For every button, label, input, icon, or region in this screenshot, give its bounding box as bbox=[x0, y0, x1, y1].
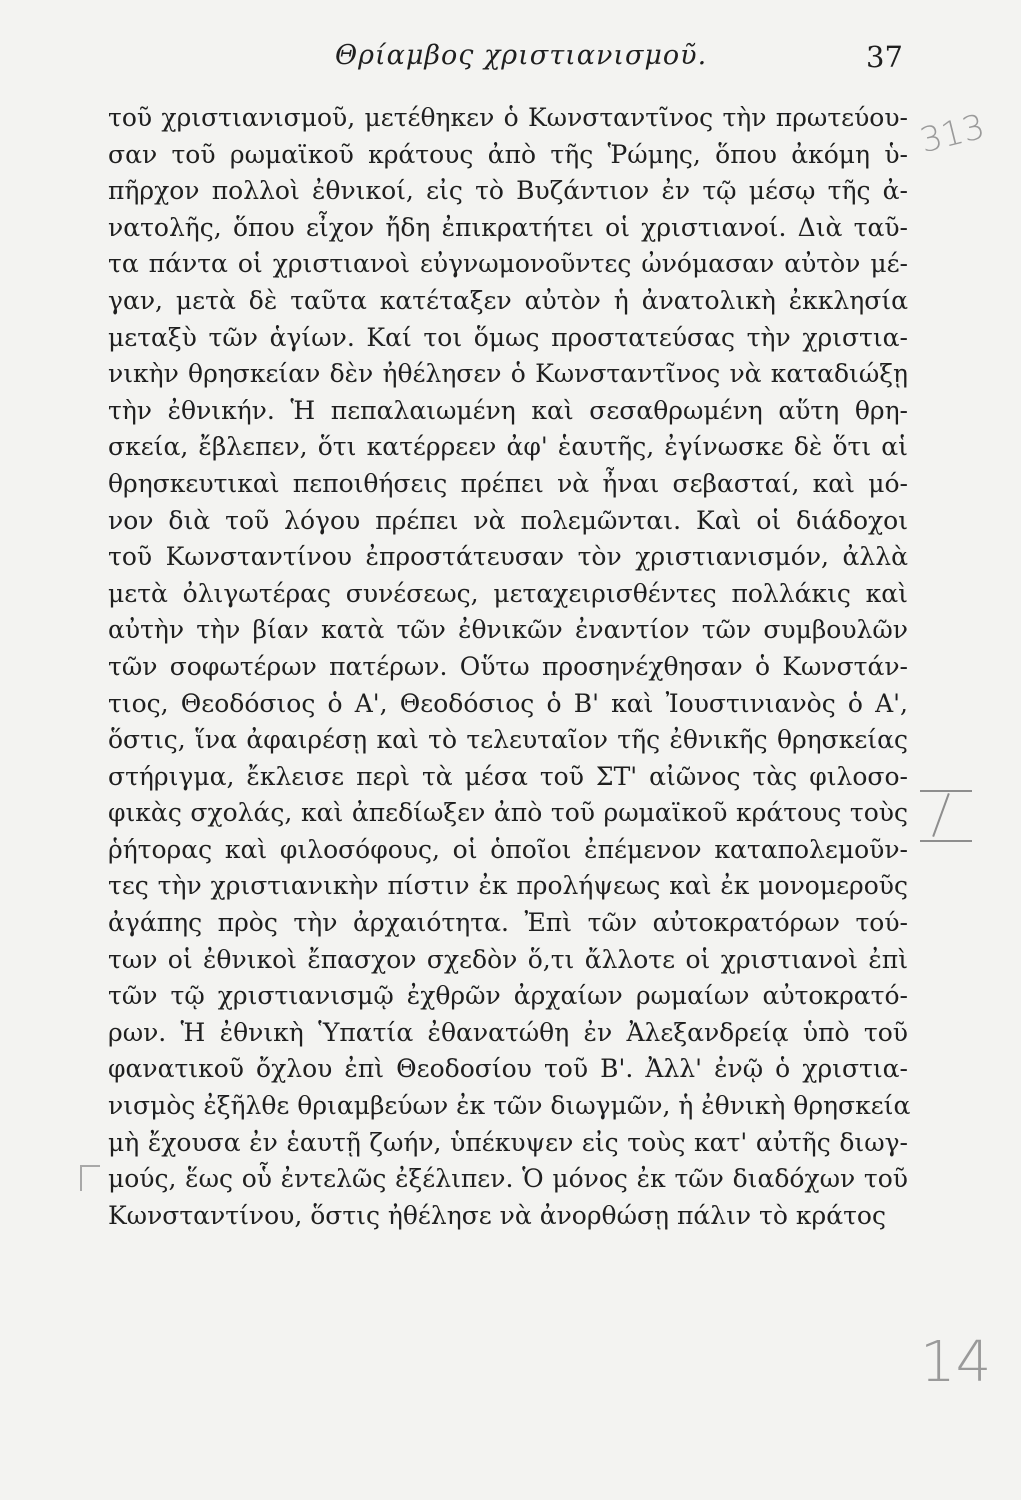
text-line: τῶν τῷ χριστιανισμῷ ἐχθρῶν ἀρχαίων ρωμαίων αὐτοκρατό- bbox=[108, 981, 908, 1011]
text-line: μούς, ἕως οὗ ἐντελῶς ἐξέλιπεν. Ὁ μόνος ἐκ τῶν διαδόχων τοῦ bbox=[108, 1164, 908, 1194]
text-line: τιος, Θεοδόσιος ὁ Α', Θεοδόσιος ὁ Β' καὶ Ἰουστινιανὸς ὁ Α', bbox=[108, 688, 908, 718]
text-line: τὴν ἐθνικήν. Ἡ πεπαλαιωμένη καὶ σεσαθρωμένη αὕτη θρη- bbox=[108, 395, 908, 425]
text-line: σκεία, ἔβλεπεν, ὅτι κατέρρεεν ἀφ' ἑαυτῆς, ἐγίνωσκε δὲ ὅτι αἱ bbox=[108, 432, 908, 462]
text-line: ῥήτορας καὶ φιλοσόφους, οἱ ὁποῖοι ἐπέμενον καταπολεμοῦν- bbox=[108, 834, 908, 864]
page-number: 37 bbox=[866, 40, 903, 74]
text-line: τες τὴν χριστιανικὴν πίστιν ἐκ προλήψεως καὶ ἐκ μονομεροῦς bbox=[108, 871, 908, 901]
text-line: νατολῆς, ὅπου εἶχον ἤδη ἐπικρατήτει οἱ χριστιανοί. Διὰ ταῦ- bbox=[108, 212, 908, 242]
text-line: νισμὸς ἐξῆλθε θριαμβεύων ἐκ τῶν διωγμῶν, ἡ ἐθνικὴ θρησκεία bbox=[108, 1091, 911, 1121]
text-line: μεταξὺ τῶν ἁγίων. Καί τοι ὅμως προστατεύσας τὴν χριστια- bbox=[108, 322, 908, 352]
text-line: τοῦ Κωνσταντίνου ἐπροστάτευσαν τὸν χριστιανισμόν, ἀλλὰ bbox=[108, 542, 908, 572]
text-line: μετὰ ὀλιγωτέρας συνέσεως, μεταχειρισθέντες πολλάκις καὶ bbox=[108, 578, 908, 608]
text-line: ρων. Ἡ ἐθνικὴ Ὑπατία ἐθανατώθη ἐν Ἀλεξανδρείᾳ ὑπὸ τοῦ bbox=[108, 1017, 908, 1047]
text-line: πῆρχον πολλοὶ ἐθνικοί, εἰς τὸ Βυζάντιον ἐν τῷ μέσῳ τῆς ἀ- bbox=[108, 176, 908, 206]
text-line: στήριγμα, ἔκλεισε περὶ τὰ μέσα τοῦ ΣΤ' αἰῶνος τὰς φιλοσο- bbox=[108, 761, 908, 791]
text-line: νικὴν θρησκείαν δὲν ἠθέλησεν ὁ Κωνσταντῖνος νὰ καταδιώξῃ bbox=[108, 359, 908, 389]
text-line: τα πάντα οἱ χριστιανοὶ εὐγνωμονοῦντες ὠνόμασαν αὐτὸν μέ- bbox=[108, 249, 908, 279]
handwritten-margin-note-bottom: 14 bbox=[920, 1330, 992, 1395]
text-line: νον διὰ τοῦ λόγου πρέπει νὰ πολεμῶνται. Καὶ οἱ διάδοχοι bbox=[108, 505, 908, 535]
text-line: αὐτὴν τὴν βίαν κατὰ τῶν ἐθνικῶν ἐναντίον τῶν συμβουλῶν bbox=[108, 615, 908, 645]
text-line: φανατικοῦ ὄχλου ἐπὶ Θεοδοσίου τοῦ Β'. Ἀλλ' ἐνῷ ὁ χριστια- bbox=[108, 1054, 908, 1084]
text-line: μὴ ἔχουσα ἐν ἑαυτῇ ζωήν, ὑπέκυψεν εἰς τοὺς κατ' αὐτῆς διωγ- bbox=[108, 1127, 908, 1157]
text-line: γαν, μετὰ δὲ ταῦτα κατέταξεν αὐτὸν ἡ ἀνατολικὴ ἐκκλησία bbox=[108, 285, 908, 315]
text-line: τῶν σοφωτέρων πατέρων. Οὕτω προσηνέχθησαν ὁ Κωνστάν- bbox=[108, 651, 908, 681]
text-line: ἀγάπης πρὸς τὴν ἀρχαιότητα. Ἐπὶ τῶν αὐτοκρατόρων τού- bbox=[108, 908, 908, 938]
text-line: ὅστις, ἵνα ἀφαιρέσῃ καὶ τὸ τελευταῖον τῆς ἐθνικῆς θρησκείας bbox=[108, 725, 908, 755]
running-header-title: Θρίαμβος χριστιανισμοῦ. bbox=[335, 40, 708, 71]
text-line: θρησκευτικαὶ πεποιθήσεις πρέπει νὰ ἦναι σεβασταί, καὶ μό- bbox=[108, 468, 908, 498]
handwritten-margin-note-top: 313 bbox=[916, 106, 989, 162]
text-line: Κωνσταντίνου, ὅστις ἠθέλησε νὰ ἀνορθώσῃ πάλιν τὸ κράτος bbox=[108, 1200, 886, 1230]
text-line: φικὰς σχολάς, καὶ ἀπεδίωξεν ἀπὸ τοῦ ρωμαϊκοῦ κράτους τοὺς bbox=[108, 798, 908, 828]
text-line: τοῦ χριστιανισμοῦ, μετέθηκεν ὁ Κωνσταντῖνος τὴν πρωτεύου- bbox=[108, 103, 908, 132]
body-text bbox=[108, 100, 911, 1234]
text-line: σαν τοῦ ρωμαϊκοῦ κράτους ἀπὸ τῆς Ῥώμης, ὅπου ἀκόμη ὑ- bbox=[108, 139, 908, 169]
text-line: των οἱ ἐθνικοὶ ἔπασχον σχεδὸν ὅ,τι ἄλλοτε οἱ χριστιανοὶ ἐπὶ bbox=[108, 944, 908, 974]
pencil-tick-mark bbox=[80, 1165, 100, 1191]
